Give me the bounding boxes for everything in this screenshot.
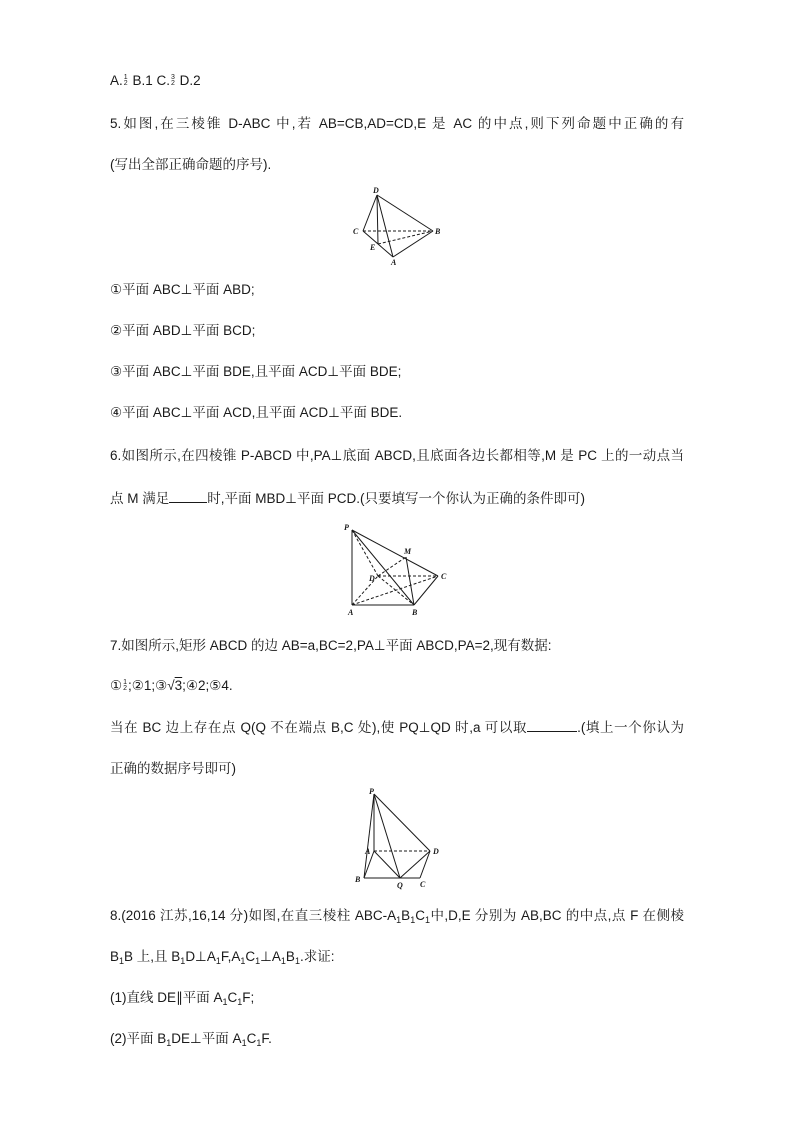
q8-part-1 (110, 989, 254, 1007)
q6-line2-text-a: 点 M 满足 (110, 491, 170, 506)
q5-stem-line1: 5.如图,在三棱锥 D-ABC 中,若 AB=CB,AD=CD,E 是 AC 的中点,则下列命题中正确的有 (110, 116, 684, 131)
q6-line2-text-b: 时,平面 MBD⊥平面 PCD.(只要填写一个你认为正确的条件即可) (207, 491, 586, 506)
subscript: 1 (256, 1038, 262, 1048)
q7-data-sqrt-value: 3 (174, 678, 183, 693)
subscript: 1 (280, 956, 286, 966)
q8-line1-text-c: C (415, 908, 425, 923)
fraction-numerator: 1 (123, 679, 128, 687)
q4-option-c-prefix: C. (156, 73, 170, 88)
subscript: 1 (237, 997, 243, 1007)
q8-line1-text-a: 8.(2016 江苏,16,14 分)如图,在直三棱柱 ABC-A (110, 908, 397, 923)
q5-option-3: ③平面 ABC⊥平面 BDE,且平面 ACD⊥平面 BDE; (110, 364, 402, 379)
label-d: D (433, 847, 439, 856)
q8-line2-text-e: C (245, 949, 256, 964)
q8-part-2 (110, 1030, 272, 1048)
q4-option-a-prefix: A. (110, 73, 123, 88)
subscript: 1 (396, 915, 402, 925)
edge-pb (352, 530, 414, 605)
subscript: 1 (119, 956, 125, 966)
subscript: 1 (215, 956, 221, 966)
label-c: C (420, 880, 426, 889)
subscript: 1 (240, 956, 246, 966)
label-c: C (441, 572, 447, 581)
q4-option-b: B.1 (132, 73, 153, 88)
edge-eb-hidden (378, 231, 433, 244)
label-b: B (435, 227, 441, 236)
fraction-denominator: 2 (123, 80, 128, 88)
q7-rectangle-pyramid-figure (350, 786, 450, 896)
q8-line2-text-f: ⊥A (260, 949, 281, 964)
q5-option-2: ②平面 ABD⊥平面 BCD; (110, 323, 256, 338)
q8-line2-text-g: B (285, 949, 295, 964)
q8-line2-text-a: B (110, 949, 120, 964)
q4-option-a-fraction (124, 75, 128, 87)
q8-line1-text-b: B (401, 908, 411, 923)
q8-line1-text-d: 中,D,E 分别为 AB,BC 的中点,点 F 在侧棱 (429, 908, 684, 923)
label-b: B (355, 875, 361, 884)
fraction-denominator: 2 (123, 685, 128, 693)
q5-stem-line2: (写出全部正确命题的序号). (110, 157, 272, 172)
edge-ab (393, 231, 433, 257)
subscript: 1 (241, 1038, 247, 1048)
q7-data-rest-b: ;④2;⑤4. (182, 678, 233, 693)
q8-part1-text-a: (1)直线 DE∥平面 A (110, 990, 223, 1005)
fraction-denominator: 2 (170, 80, 175, 88)
q6-stem-line1: 6.如图所示,在四棱锥 P-ABCD 中,PA⊥底面 ABCD,且底面各边长都相等,M 是 PC 上的一动点当 (110, 448, 684, 463)
edge-dc (363, 195, 377, 231)
q8-line2-text-h: .求证: (299, 949, 335, 964)
q6-answer-blank[interactable] (169, 490, 207, 503)
label-q: Q (397, 881, 403, 890)
label-p: P (344, 523, 349, 532)
q7-stem-line3 (110, 719, 684, 737)
subscript: 1 (294, 956, 300, 966)
q5-option-1: ①平面 ABC⊥平面 ABD; (110, 282, 255, 297)
q7-answer-blank[interactable] (527, 719, 577, 732)
label-p: P (369, 787, 374, 796)
q7-line3-text-b: .(填上一个你认为 (577, 720, 685, 735)
diagonal-ac-hidden (352, 576, 438, 605)
subscript: 1 (410, 915, 416, 925)
label-d: D (369, 574, 375, 583)
subscript: 1 (222, 997, 228, 1007)
q7-data-rest-a: ;②1;③ (128, 678, 168, 693)
q8-part1-text-c: F; (242, 990, 255, 1005)
label-a: A (365, 847, 371, 856)
label-e: E (370, 243, 376, 252)
q8-part2-text-d: F. (261, 1031, 272, 1046)
q8-line2-text-b: B 上,且 B (124, 949, 181, 964)
q8-part1-text-b: C (227, 990, 238, 1005)
fraction-numerator: 3 (170, 74, 175, 82)
subscript: 1 (180, 956, 186, 966)
q4-option-c-fraction (171, 75, 175, 87)
subscript: 1 (255, 956, 261, 966)
label-b: B (412, 608, 418, 617)
label-a: A (391, 258, 397, 265)
label-c: C (353, 227, 359, 236)
q8-part2-text-a: (2)平面 B (110, 1031, 167, 1046)
fraction-numerator: 1 (123, 74, 128, 82)
q4-option-d: D.2 (179, 73, 201, 88)
q5-option-4: ④平面 ABC⊥平面 ACD,且平面 ACD⊥平面 BDE. (110, 405, 403, 420)
subscript: 1 (424, 915, 430, 925)
q8-part2-text-c: C (246, 1031, 257, 1046)
q8-stem-line2 (110, 948, 334, 966)
q7-data-1-prefix: ① (110, 678, 123, 693)
sqrt-icon: √ (167, 678, 175, 693)
q8-line2-text-d: F,A (220, 949, 241, 964)
label-d: D (373, 186, 379, 195)
q8-line2-text-c: D⊥A (185, 949, 216, 964)
q7-stem-line4: 正确的数据序号即可) (110, 761, 236, 776)
label-m: M (404, 547, 412, 556)
q6-stem-line2 (110, 490, 585, 508)
q7-data-line (110, 677, 233, 695)
subscript: 1 (166, 1038, 172, 1048)
q8-stem-line1 (110, 907, 684, 925)
q8-part2-text-b: DE⊥平面 A (171, 1031, 242, 1046)
q7-stem-line1: 7.如图所示,矩形 ABCD 的边 AB=a,BC=2,PA⊥平面 ABCD,PA=2,现有数据: (110, 638, 552, 653)
q7-line3-text-a: 当在 BC 边上存在点 Q(Q 不在端点 B,C 处),使 PQ⊥QD 时,a 可以取 (110, 720, 528, 735)
q4-options (110, 72, 201, 90)
label-a: A (348, 608, 354, 617)
edge-de (377, 195, 378, 244)
q7-data-1-fraction (123, 680, 127, 692)
q6-pyramid-figure (338, 520, 458, 620)
q5-tetrahedron-figure (345, 185, 445, 265)
segment-mb (406, 557, 414, 605)
